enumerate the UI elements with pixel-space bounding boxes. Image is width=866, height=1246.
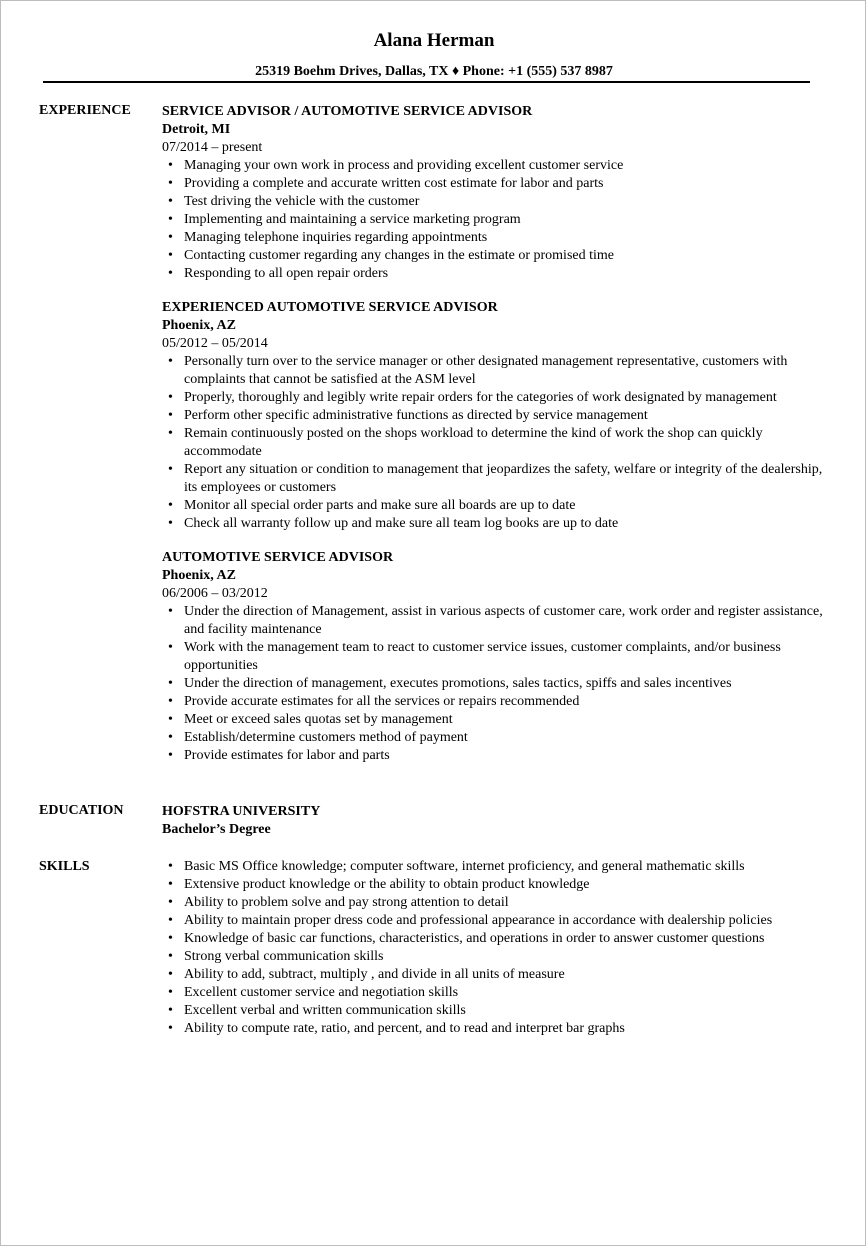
school-name: HOFSTRA UNIVERSITY xyxy=(162,804,321,819)
skills-heading: SKILLS xyxy=(39,859,90,874)
list-item: • Monitor all special order parts and make sure all boards are up to date xyxy=(162,497,832,515)
skills-list xyxy=(162,858,832,1038)
list-item: • Excellent verbal and written communication skills xyxy=(162,1002,832,1020)
contact-line: 25319 Boehm Drives, Dallas, TX ♦ Phone: +1 (555) 537 8987 xyxy=(255,64,613,79)
list-item: • Perform other specific administrative functions as directed by service management xyxy=(162,407,832,425)
list-item: • Ability to add, subtract, multiply , and divide in all units of measure xyxy=(162,966,832,984)
job-title: SERVICE ADVISOR / AUTOMOTIVE SERVICE ADVISOR xyxy=(162,104,533,119)
list-item: • Contacting customer regarding any changes in the estimate or promised time xyxy=(162,247,832,265)
job-location: Detroit, MI xyxy=(162,122,231,137)
list-item: • Strong verbal communication skills xyxy=(162,948,832,966)
job-location: Phoenix, AZ xyxy=(162,318,236,333)
list-item: • Remain continuously posted on the shops workload to determine the kind of work the shop can quickly accommodate xyxy=(162,425,832,461)
candidate-name: Alana Herman xyxy=(373,30,495,51)
list-item: • Basic MS Office knowledge; computer software, internet proficiency, and general mathematic skills xyxy=(162,858,832,876)
list-item: • Check all warranty follow up and make sure all team log books are up to date xyxy=(162,515,832,533)
education-heading: EDUCATION xyxy=(39,803,124,818)
list-item: • Ability to compute rate, ratio, and percent, and to read and interpret bar graphs xyxy=(162,1020,832,1038)
list-item: • Implementing and maintaining a service marketing program xyxy=(162,211,832,229)
job-location: Phoenix, AZ xyxy=(162,568,236,583)
list-item: • Excellent customer service and negotiation skills xyxy=(162,984,832,1002)
list-item: • Meet or exceed sales quotas set by management xyxy=(162,711,832,729)
job-bullets xyxy=(162,353,832,533)
list-item: • Under the direction of management, executes promotions, sales tactics, spiffs and sales incentives xyxy=(162,675,832,693)
job-title: AUTOMOTIVE SERVICE ADVISOR xyxy=(162,550,394,565)
list-item: • Work with the management team to react to customer service issues, customer complaints, and/or business opportunities xyxy=(162,639,832,675)
list-item: • Provide estimates for labor and parts xyxy=(162,747,832,765)
list-item: • Ability to problem solve and pay strong attention to detail xyxy=(162,894,832,912)
job-dates: 06/2006 – 03/2012 xyxy=(162,586,268,601)
list-item: • Managing your own work in process and providing excellent customer service xyxy=(162,157,832,175)
education-section xyxy=(162,803,832,839)
list-item: • Test driving the vehicle with the customer xyxy=(162,193,832,211)
job-bullets xyxy=(162,157,832,283)
job-entry xyxy=(162,299,832,533)
list-item: • Ability to maintain proper dress code and professional appearance in accordance with dealership policies xyxy=(162,912,832,930)
job-bullets xyxy=(162,603,832,765)
list-item: • Responding to all open repair orders xyxy=(162,265,832,283)
experience-section xyxy=(162,103,832,765)
list-item: • Providing a complete and accurate written cost estimate for labor and parts xyxy=(162,175,832,193)
degree: Bachelor’s Degree xyxy=(162,822,271,837)
list-item: • Establish/determine customers method of payment xyxy=(162,729,832,747)
job-dates: 05/2012 – 05/2014 xyxy=(162,336,268,351)
job-title: EXPERIENCED AUTOMOTIVE SERVICE ADVISOR xyxy=(162,300,498,315)
list-item: • Managing telephone inquiries regarding appointments xyxy=(162,229,832,247)
list-item: • Report any situation or condition to management that jeopardizes the safety, welfare or integrity of the dealership, its employees or customers xyxy=(162,461,832,497)
job-entry xyxy=(162,103,832,283)
list-item: • Knowledge of basic car functions, characteristics, and operations in order to answer customer questions xyxy=(162,930,832,948)
header-divider xyxy=(43,81,810,83)
list-item: • Provide accurate estimates for all the services or repairs recommended xyxy=(162,693,832,711)
list-item: • Under the direction of Management, assist in various aspects of customer care, work order and register assistance, and facility maintenance xyxy=(162,603,832,639)
experience-heading: EXPERIENCE xyxy=(39,103,131,118)
skills-section xyxy=(162,858,832,1038)
job-dates: 07/2014 – present xyxy=(162,140,263,155)
job-entry xyxy=(162,549,832,765)
list-item: • Properly, thoroughly and legibly write repair orders for the categories of work designated by management xyxy=(162,389,832,407)
list-item: • Personally turn over to the service manager or other designated management representative, customers with complaints that cannot be satisfied at the ASM level xyxy=(162,353,832,389)
list-item: • Extensive product knowledge or the ability to obtain product knowledge xyxy=(162,876,832,894)
